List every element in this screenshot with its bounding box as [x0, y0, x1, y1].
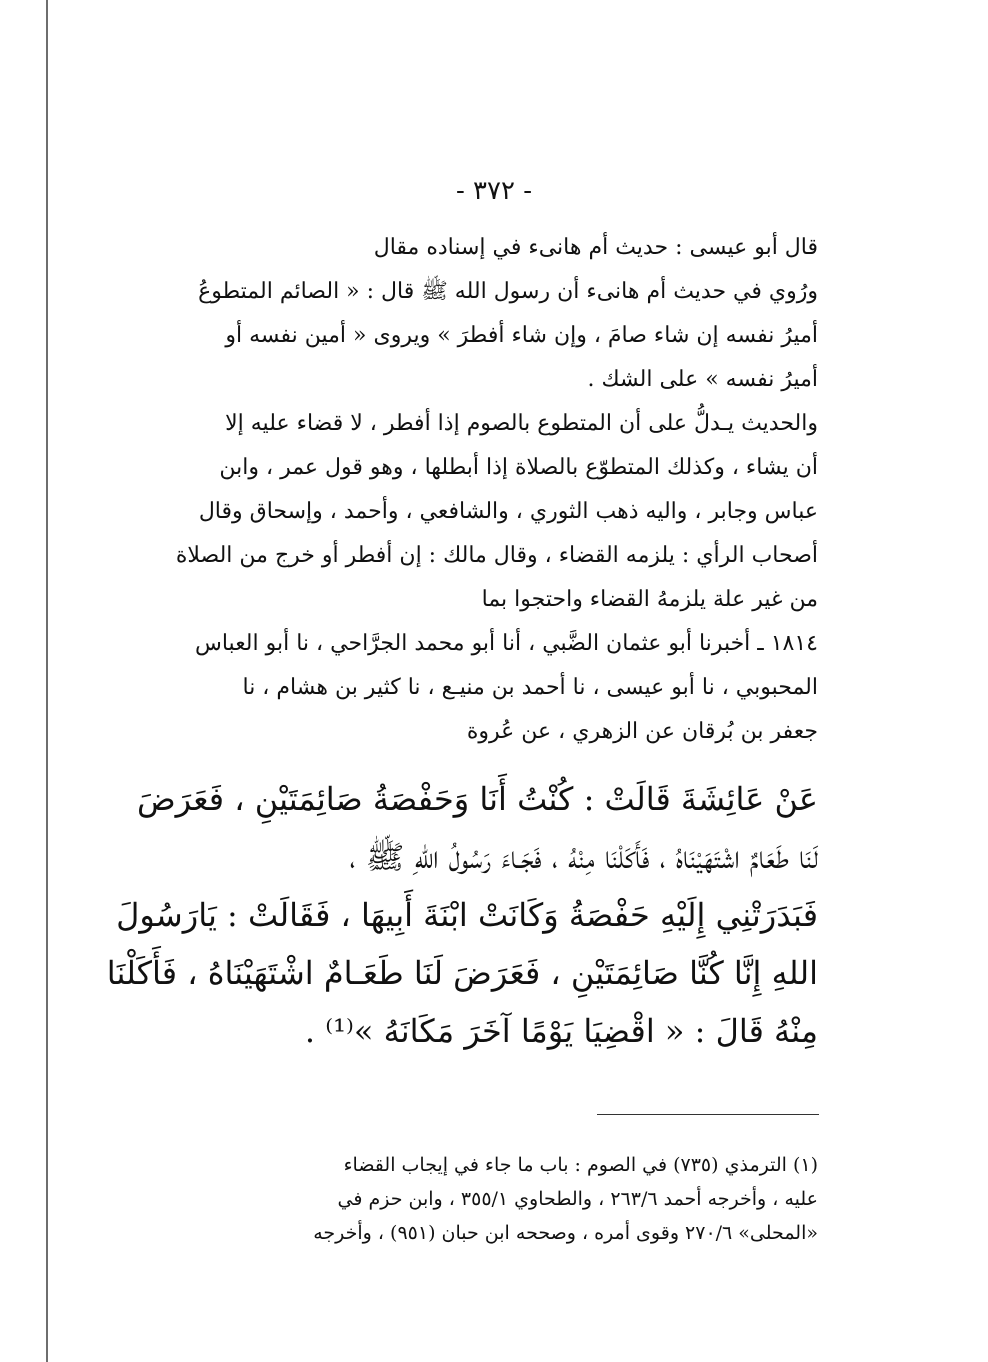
footnote-line: عليه ، وأخرجه أحمد ٢٦٣/٦ ، والطحاوي ٣٥٥/١ ، وابن حزم في [337, 1188, 818, 1210]
hadith-line: عَنْ عَائِشَةَ قَالَتْ : كُنْتُ أَنَا وَحَفْصَةُ صَائِمَتَيْنِ ، فَعَرَضَ [136, 780, 818, 818]
hadith-line: فَبَدَرَتْنِي إِلَيْهِ حَفْصَةُ وَكَانَتْ ابْنَةَ أَبِيهَا ، فَقَالَتْ : يَارَسُولَ [116, 896, 818, 934]
footnotes [180, 1148, 818, 1250]
footnote-divider [597, 1114, 819, 1115]
text-line: عباس وجابر ، واليه ذهب الثوري ، والشافعي ، وأحمد ، وإسحاق وقال [198, 499, 818, 524]
text-line: ١٨١٤ ـ أخبرنا أبو عثمان الضَّبي ، أنا أبو محمد الجرَّاحي ، نا أبو العباس [195, 631, 818, 656]
page-number: - ٣٧٢ - [455, 176, 533, 206]
hadith-line: لَنَا طَعَامٌ اشْتَهَيْنَاهُ ، فَأَكَلْنَا مِنْهُ ، فَجَـاءَ رَسُولُ اللهِ ﷺ ، [349, 838, 818, 876]
footnote-line: (١) الترمذي (٧٣٥) في الصوم : باب ما جاء في إيجاب القضاء [343, 1154, 818, 1176]
hadith-line: اللهِ إِنَّا كُنَّا صَائِمَتَيْنِ ، فَعَرَضَ لَنَا طَعَـامٌ اشْتَهَيْنَاهُ ، فَأَكَلْنَا [106, 954, 818, 992]
text-line: جعفر بن بُرقان عن الزهري ، عن عُروة [466, 719, 818, 744]
text-line: والحديث يـدلُّ على أن المتطوع بالصوم إذا أفطر ، لا قضاء عليه إلا [225, 411, 818, 436]
hadith-line: مِنْهُ قَالَ : « اقْضِيَا يَوْمًا آخَرَ مَكَانَهُ »⁽¹⁾ . [304, 1012, 818, 1050]
hadith-text [106, 770, 818, 1060]
text-line: قال أبو عيسى : حديث أم هانىء في إسناده مقال [373, 235, 818, 260]
text-line: أميرُ نفسه إن شاء صامَ ، وإن شاء أفطرَ » ويروى « أمين نفسه أو [225, 323, 818, 348]
text-line: أصحاب الرأي : يلزمه القضاء ، وقال مالك : إن أفطر أو خرج من الصلاة [175, 543, 818, 568]
footnote-line: «المحلى» ٢٧٠/٦ وقوى أمره ، وصححه ابن حبان (٩٥١) ، وأخرجه [313, 1222, 818, 1244]
text-line: من غير علة يلزمهُ القضاء واحتجوا بما [481, 587, 818, 612]
commentary-text [175, 226, 818, 754]
text-line: أميرُ نفسه » على الشك . [587, 367, 818, 392]
text-line: المحبوبي ، نا أبو عيسى ، نا أحمد بن منيـع ، نا كثير بن هشام ، نا [242, 675, 818, 700]
text-line: أن يشاء ، وكذلك المتطوّع بالصلاة إذا أبطلها ، وهو قول عمر ، وابن [219, 455, 818, 480]
text-line: ورُوي في حديث أم هانىء أن رسول الله ﷺ قال : « الصائم المتطوعُ [198, 279, 818, 304]
